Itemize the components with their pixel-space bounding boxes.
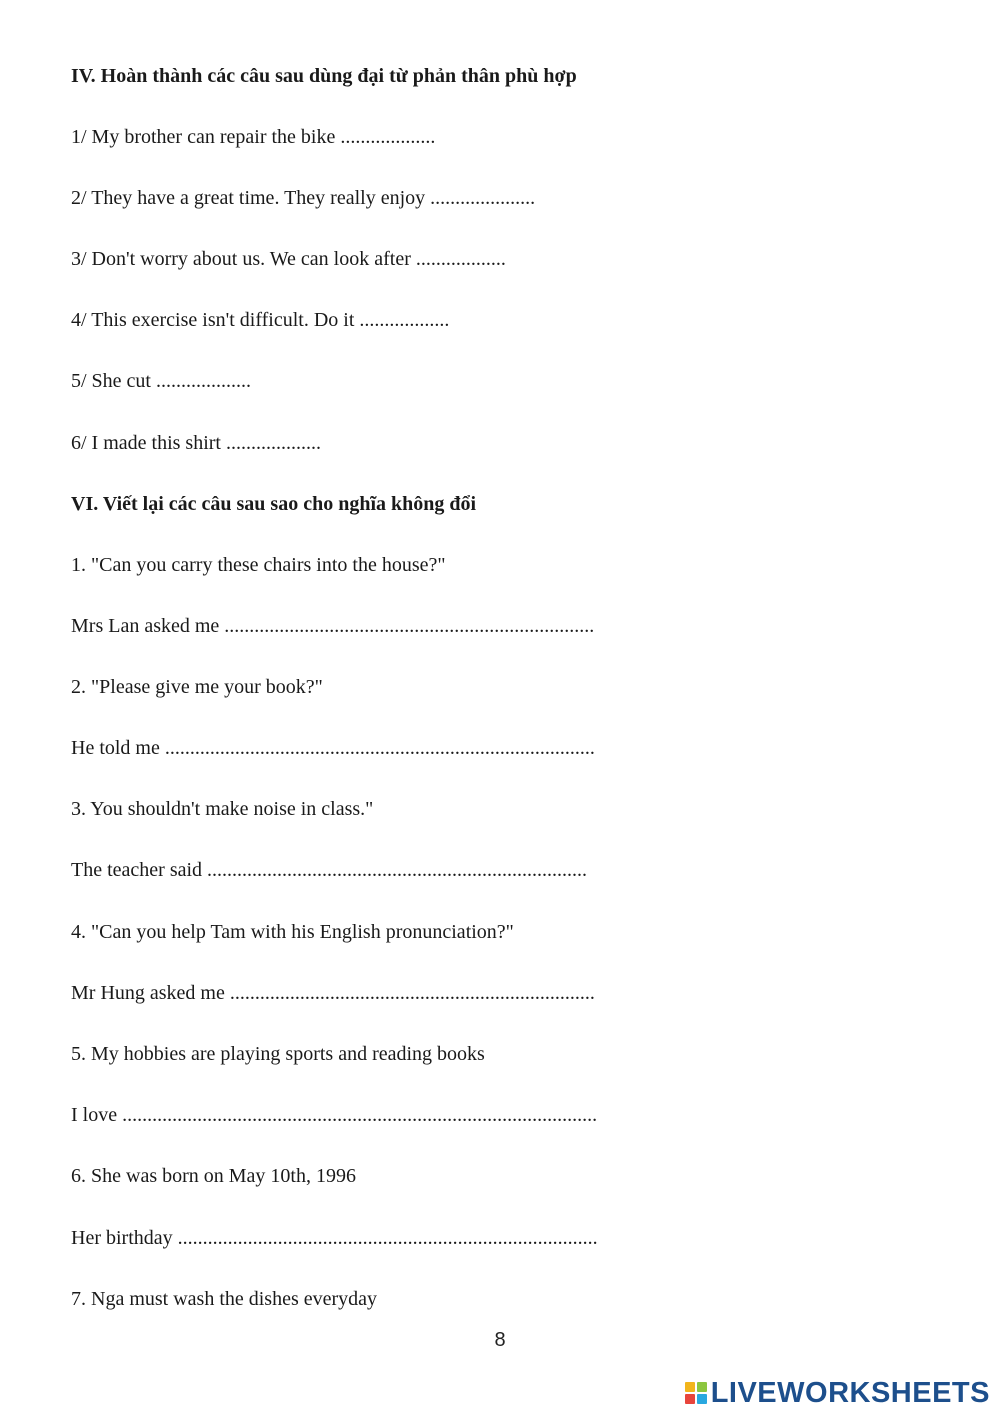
answer-line: He told me ...................................................................................... [71,737,595,759]
section-iv-heading: IV. Hoàn thành các câu sau dùng đại từ phản thân phù hợp [71,65,577,87]
page-number: 8 [494,1329,506,1351]
logo-square [685,1394,695,1404]
list-item: 3/ Don't worry about us. We can look after .................. [71,248,506,270]
logo-square [697,1382,707,1392]
answer-line: Mr Hung asked me ......................................................................... [71,982,595,1004]
list-item: 1/ My brother can repair the bike ................... [71,126,436,148]
liveworksheets-logo-icon [685,1382,707,1404]
section-vi-heading: VI. Viết lại các câu sau sao cho nghĩa không đổi [71,493,477,515]
list-item: 4/ This exercise isn't difficult. Do it .................. [71,309,450,331]
question-prompt: 3. You shouldn't make noise in class." [71,798,374,820]
question-prompt: 4. "Can you help Tam with his English pronunciation?" [71,921,514,943]
answer-line: Mrs Lan asked me .......................................................................... [71,615,595,637]
answer-line: Her birthday .................................................................................... [71,1227,598,1249]
logo-square [697,1394,707,1404]
question-prompt: 1. "Can you carry these chairs into the house?" [71,554,446,576]
answer-line: I love ............................................................................................... [71,1104,598,1126]
list-item: 6/ I made this shirt ................... [71,432,321,454]
question-prompt: 7. Nga must wash the dishes everyday [71,1288,378,1310]
question-prompt: 5. My hobbies are playing sports and reading books [71,1043,485,1065]
list-item: 5/ She cut ................... [71,370,251,392]
question-prompt: 2. "Please give me your book?" [71,676,323,698]
liveworksheets-logo [685,1377,990,1409]
list-item: 2/ They have a great time. They really enjoy ..................... [71,187,536,209]
logo-square [685,1382,695,1392]
liveworksheets-logo-text: LIVEWORKSHEETS [710,1376,990,1409]
question-prompt: 6. She was born on May 10th, 1996 [71,1165,356,1187]
answer-line: The teacher said ............................................................................ [71,859,588,881]
